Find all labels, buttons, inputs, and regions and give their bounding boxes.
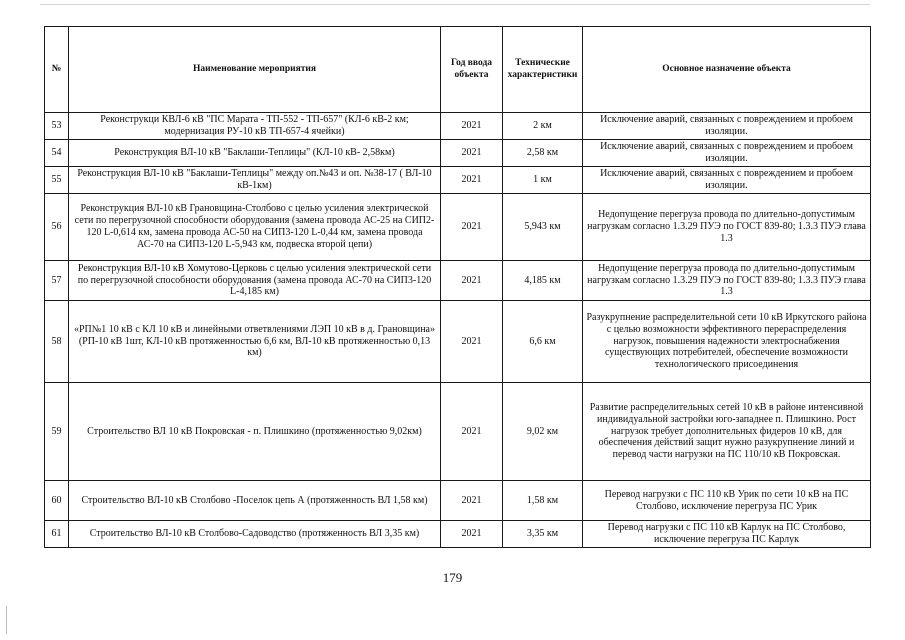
header-name: Наименование мероприятия: [69, 27, 441, 113]
header-num: №: [45, 27, 69, 113]
cell-tech: 1,58 км: [503, 481, 583, 521]
cell-purpose: Недопущение перегруза провода по длительно-допустимым нагрузкам согласно 1.3.29 ПУЭ по ГОСТ 839-80; 1.3.3 ПУЭ глава 1.3: [583, 261, 871, 301]
cell-year: 2021: [441, 521, 503, 548]
cell-year: 2021: [441, 113, 503, 140]
cell-year: 2021: [441, 261, 503, 301]
cell-year: 2021: [441, 481, 503, 521]
table-row: [45, 194, 871, 261]
cell-num: 59: [45, 383, 69, 481]
table-row: [45, 383, 871, 481]
cell-purpose: Разукрупнение распределительной сети 10 кВ Иркутского района с целью возможности эффективного перераспределения нагрузок, повышения надежности электроснабжения существующих потребителей, обеспечение возможности технологического присоединения: [583, 301, 871, 383]
cell-num: 56: [45, 194, 69, 261]
cell-year: 2021: [441, 383, 503, 481]
cell-tech: 6,6 км: [503, 301, 583, 383]
header-year: Год ввода объекта: [441, 27, 503, 113]
table-row: [45, 301, 871, 383]
cell-purpose: Недопущение перегруза провода по длительно-допустимым нагрузкам согласно 1.3.29 ПУЭ по ГОСТ 839-80; 1.3.3 ПУЭ глава 1.3: [583, 194, 871, 261]
cell-year: 2021: [441, 301, 503, 383]
cell-name: Строительство ВЛ 10 кВ Покровская - п. Плишкино (протяженностью 9,02км): [69, 383, 441, 481]
cell-tech: 4,185 км: [503, 261, 583, 301]
cell-num: 53: [45, 113, 69, 140]
cell-year: 2021: [441, 167, 503, 194]
page-number: 179: [442, 570, 463, 585]
table-row: [45, 261, 871, 301]
cell-name: Реконструкция ВЛ-10 кВ Грановщина-Столбово с целью усиления электрической сети по перегрузочной способности оборудования (замена провода АС-25 на СИП2-120 L-0,614 км, замена провода АС-50 на СИП3-120 L-0,44 км, замена провода АС-70 на СИП3-120 L-5,943 км, подвеска второй цепи): [69, 194, 441, 261]
cell-tech: 9,02 км: [503, 383, 583, 481]
table-row: [45, 167, 871, 194]
cell-name: Реконструкция ВЛ-10 кВ "Баклаши-Теплицы" между оп.№43 и оп. №38-17 ( ВЛ-10 кВ-1км): [69, 167, 441, 194]
cell-tech: 2 км: [503, 113, 583, 140]
cell-num: 54: [45, 140, 69, 167]
cell-tech: 2,58 км: [503, 140, 583, 167]
cell-name: Реконструкция ВЛ-10 кВ Хомутово-Церковь с целью усиления электрической сети по перегрузочной способности оборудования (замена провода АС-70 на СИП3-120 L-4,185 км): [69, 261, 441, 301]
scan-edge-mark: [6, 606, 7, 634]
cell-purpose: Исключение аварий, связанных с повреждением и пробоем изоляции.: [583, 113, 871, 140]
cell-name: Реконструкци КВЛ-6 кВ "ПС Марата - ТП-552 - ТП-657" (КЛ-6 кВ-2 км; модернизация РУ-10 кВ ТП-657-4 ячейки): [69, 113, 441, 140]
cell-tech: 5,943 км: [503, 194, 583, 261]
cell-year: 2021: [441, 194, 503, 261]
page-top-rule: [40, 4, 870, 5]
header-purpose: Основное назначение объекта: [583, 27, 871, 113]
table-row: [45, 113, 871, 140]
cell-purpose: Перевод нагрузки с ПС 110 кВ Урик по сети 10 кВ на ПС Столбово, исключение перегруза ПС Урик: [583, 481, 871, 521]
table-row: [45, 140, 871, 167]
cell-tech: 3,35 км: [503, 521, 583, 548]
cell-name: Реконструкция ВЛ-10 кВ "Баклаши-Теплицы" (КЛ-10 кВ- 2,58км): [69, 140, 441, 167]
cell-year: 2021: [441, 140, 503, 167]
table-row: [45, 481, 871, 521]
cell-name: Строительство ВЛ-10 кВ Столбово -Поселок цепь А (протяженность ВЛ 1,58 км): [69, 481, 441, 521]
cell-num: 57: [45, 261, 69, 301]
header-tech: Технические характеристики: [503, 27, 583, 113]
cell-num: 61: [45, 521, 69, 548]
cell-purpose: Развитие распределительных сетей 10 кВ в районе интенсивной индивидуальной застройки юго-западнее п. Плишкино. Рост нагрузок требует дополнительных фидеров 10 кВ, для обеспечения действий защит нужно разукрупнение линий и перевод части нагрузки на ПС 110/10 кВ Покровская.: [583, 383, 871, 481]
cell-num: 58: [45, 301, 69, 383]
measures-table: [44, 26, 871, 548]
cell-name: «РП№1 10 кВ с КЛ 10 кВ и линейными ответвлениями ЛЭП 10 кВ в д. Грановщина» (РП-10 кВ 1шт, КЛ-10 кВ протяженностью 6,6 км, ВЛ-10 кВ протяженностью 0,13 км): [69, 301, 441, 383]
cell-tech: 1 км: [503, 167, 583, 194]
cell-num: 60: [45, 481, 69, 521]
cell-purpose: Перевод нагрузки с ПС 110 кВ Карлук на ПС Столбово, исключение перегруза ПС Карлук: [583, 521, 871, 548]
table-header-row: [45, 27, 871, 113]
cell-num: 55: [45, 167, 69, 194]
cell-purpose: Исключение аварий, связанных с повреждением и пробоем изоляции.: [583, 167, 871, 194]
table-row: [45, 521, 871, 548]
cell-purpose: Исключение аварий, связанных с повреждением и пробоем изоляции.: [583, 140, 871, 167]
cell-name: Строительство ВЛ-10 кВ Столбово-Садоводство (протяженность ВЛ 3,35 км): [69, 521, 441, 548]
